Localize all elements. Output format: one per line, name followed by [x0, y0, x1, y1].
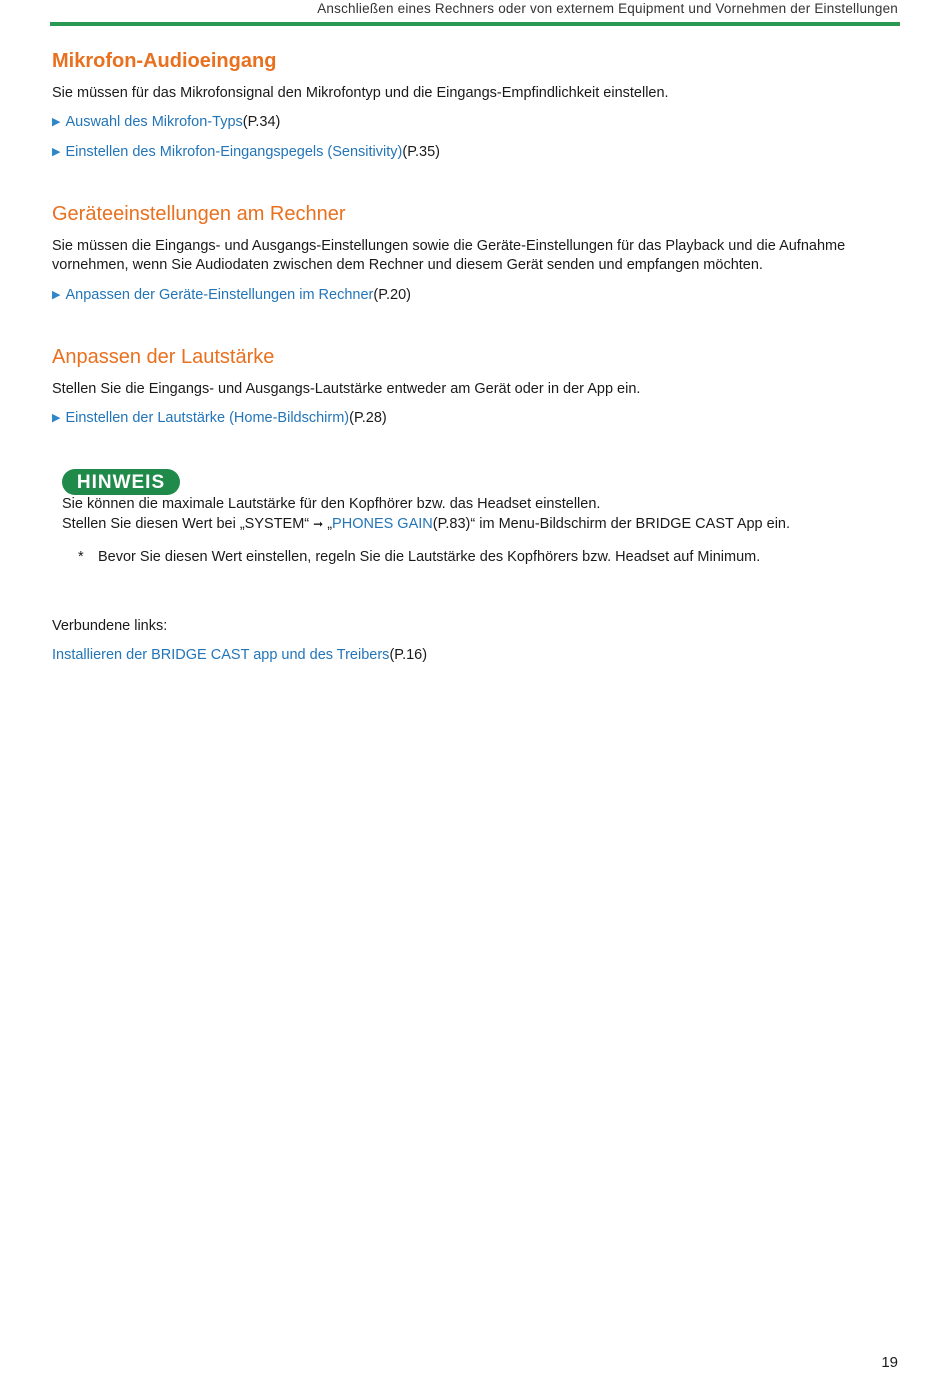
page-ref: (P.34) [242, 114, 281, 130]
footnote-text: Bevor Sie diesen Wert einstellen, regeln Sie die Lautstärke des Kopfhörers bzw. Headset auf Minimum. [98, 549, 761, 565]
chapter-header: Anschließen eines Rechners oder von externem Equipment und Vornehmen der Einstellungen [317, 1, 898, 16]
link-item-device-settings[interactable] [52, 287, 411, 303]
link-mic-type[interactable]: Auswahl des Mikrofon-Typs [65, 114, 243, 130]
link-device-settings[interactable]: Anpassen der Geräte-Einstellungen im Rechner [65, 287, 374, 303]
note-line-2-suffix: “ im Menu-Bildschirm der BRIDGE CAST App ein. [470, 516, 791, 532]
link-volume-home[interactable]: Einstellen der Lautstärke (Home-Bildschirm) [65, 410, 350, 426]
related-links-label: Verbundene links: [52, 618, 168, 634]
page-ref: (P.83) [432, 516, 471, 532]
section-title-volume: Anpassen der Lautstärke [52, 346, 275, 368]
triangle-bullet-icon: ▶ [52, 146, 61, 158]
note-line-1: Sie können die maximale Lautstärke für den Kopfhörer bzw. das Headset einstellen. [62, 496, 601, 512]
page-ref: (P.20) [373, 287, 411, 303]
link-item-volume-home[interactable] [52, 410, 387, 426]
link-item-mic-type[interactable] [52, 114, 280, 130]
arrow-right-icon: ➞ [313, 517, 324, 531]
link-install-bridge-cast[interactable]: Installieren der BRIDGE CAST app und des Treibers [52, 647, 390, 663]
note-footnote [78, 549, 760, 565]
section-text-microphone: Sie müssen für das Mikrofonsignal den Mikrofontyp und die Eingangs-Empfindlichkeit einstellen. [52, 85, 669, 101]
page-ref: (P.35) [402, 144, 440, 160]
section-text-computer-settings: Sie müssen die Eingangs- und Ausgangs-Einstellungen sowie die Geräte-Einstellungen für das Playback und die Aufnahme vornehmen, wenn Sie Audiodaten zwischen dem Rechner und diesem Gerät senden und empfangen möchten. [52, 238, 846, 273]
link-phones-gain[interactable]: PHONES GAIN [332, 516, 433, 532]
note-line-2-prefix: Stellen Sie diesen Wert bei „SYSTEM“ [62, 516, 310, 532]
link-mic-sensitivity[interactable]: Einstellen des Mikrofon-Eingangspegels (Sensitivity) [65, 144, 403, 160]
triangle-bullet-icon: ▶ [52, 289, 61, 301]
page-number: 19 [881, 1354, 898, 1371]
page-ref: (P.16) [389, 647, 428, 663]
header-divider [50, 22, 900, 26]
note-line-2 [62, 516, 790, 532]
asterisk-icon: * [78, 549, 84, 565]
page-ref: (P.28) [349, 410, 387, 426]
note-badge: HINWEIS [62, 469, 180, 495]
section-title-computer-settings: Geräteeinstellungen am Rechner [52, 203, 346, 225]
quote-open: „ [327, 516, 333, 532]
triangle-bullet-icon: ▶ [52, 116, 61, 128]
section-text-volume: Stellen Sie die Eingangs- und Ausgangs-Lautstärke entweder am Gerät oder in der App ein. [52, 381, 641, 397]
triangle-bullet-icon: ▶ [52, 412, 61, 424]
related-link-item[interactable] [52, 647, 427, 663]
link-item-mic-sensitivity[interactable] [52, 144, 440, 160]
section-title-microphone: Mikrofon-Audioeingang [52, 50, 277, 72]
